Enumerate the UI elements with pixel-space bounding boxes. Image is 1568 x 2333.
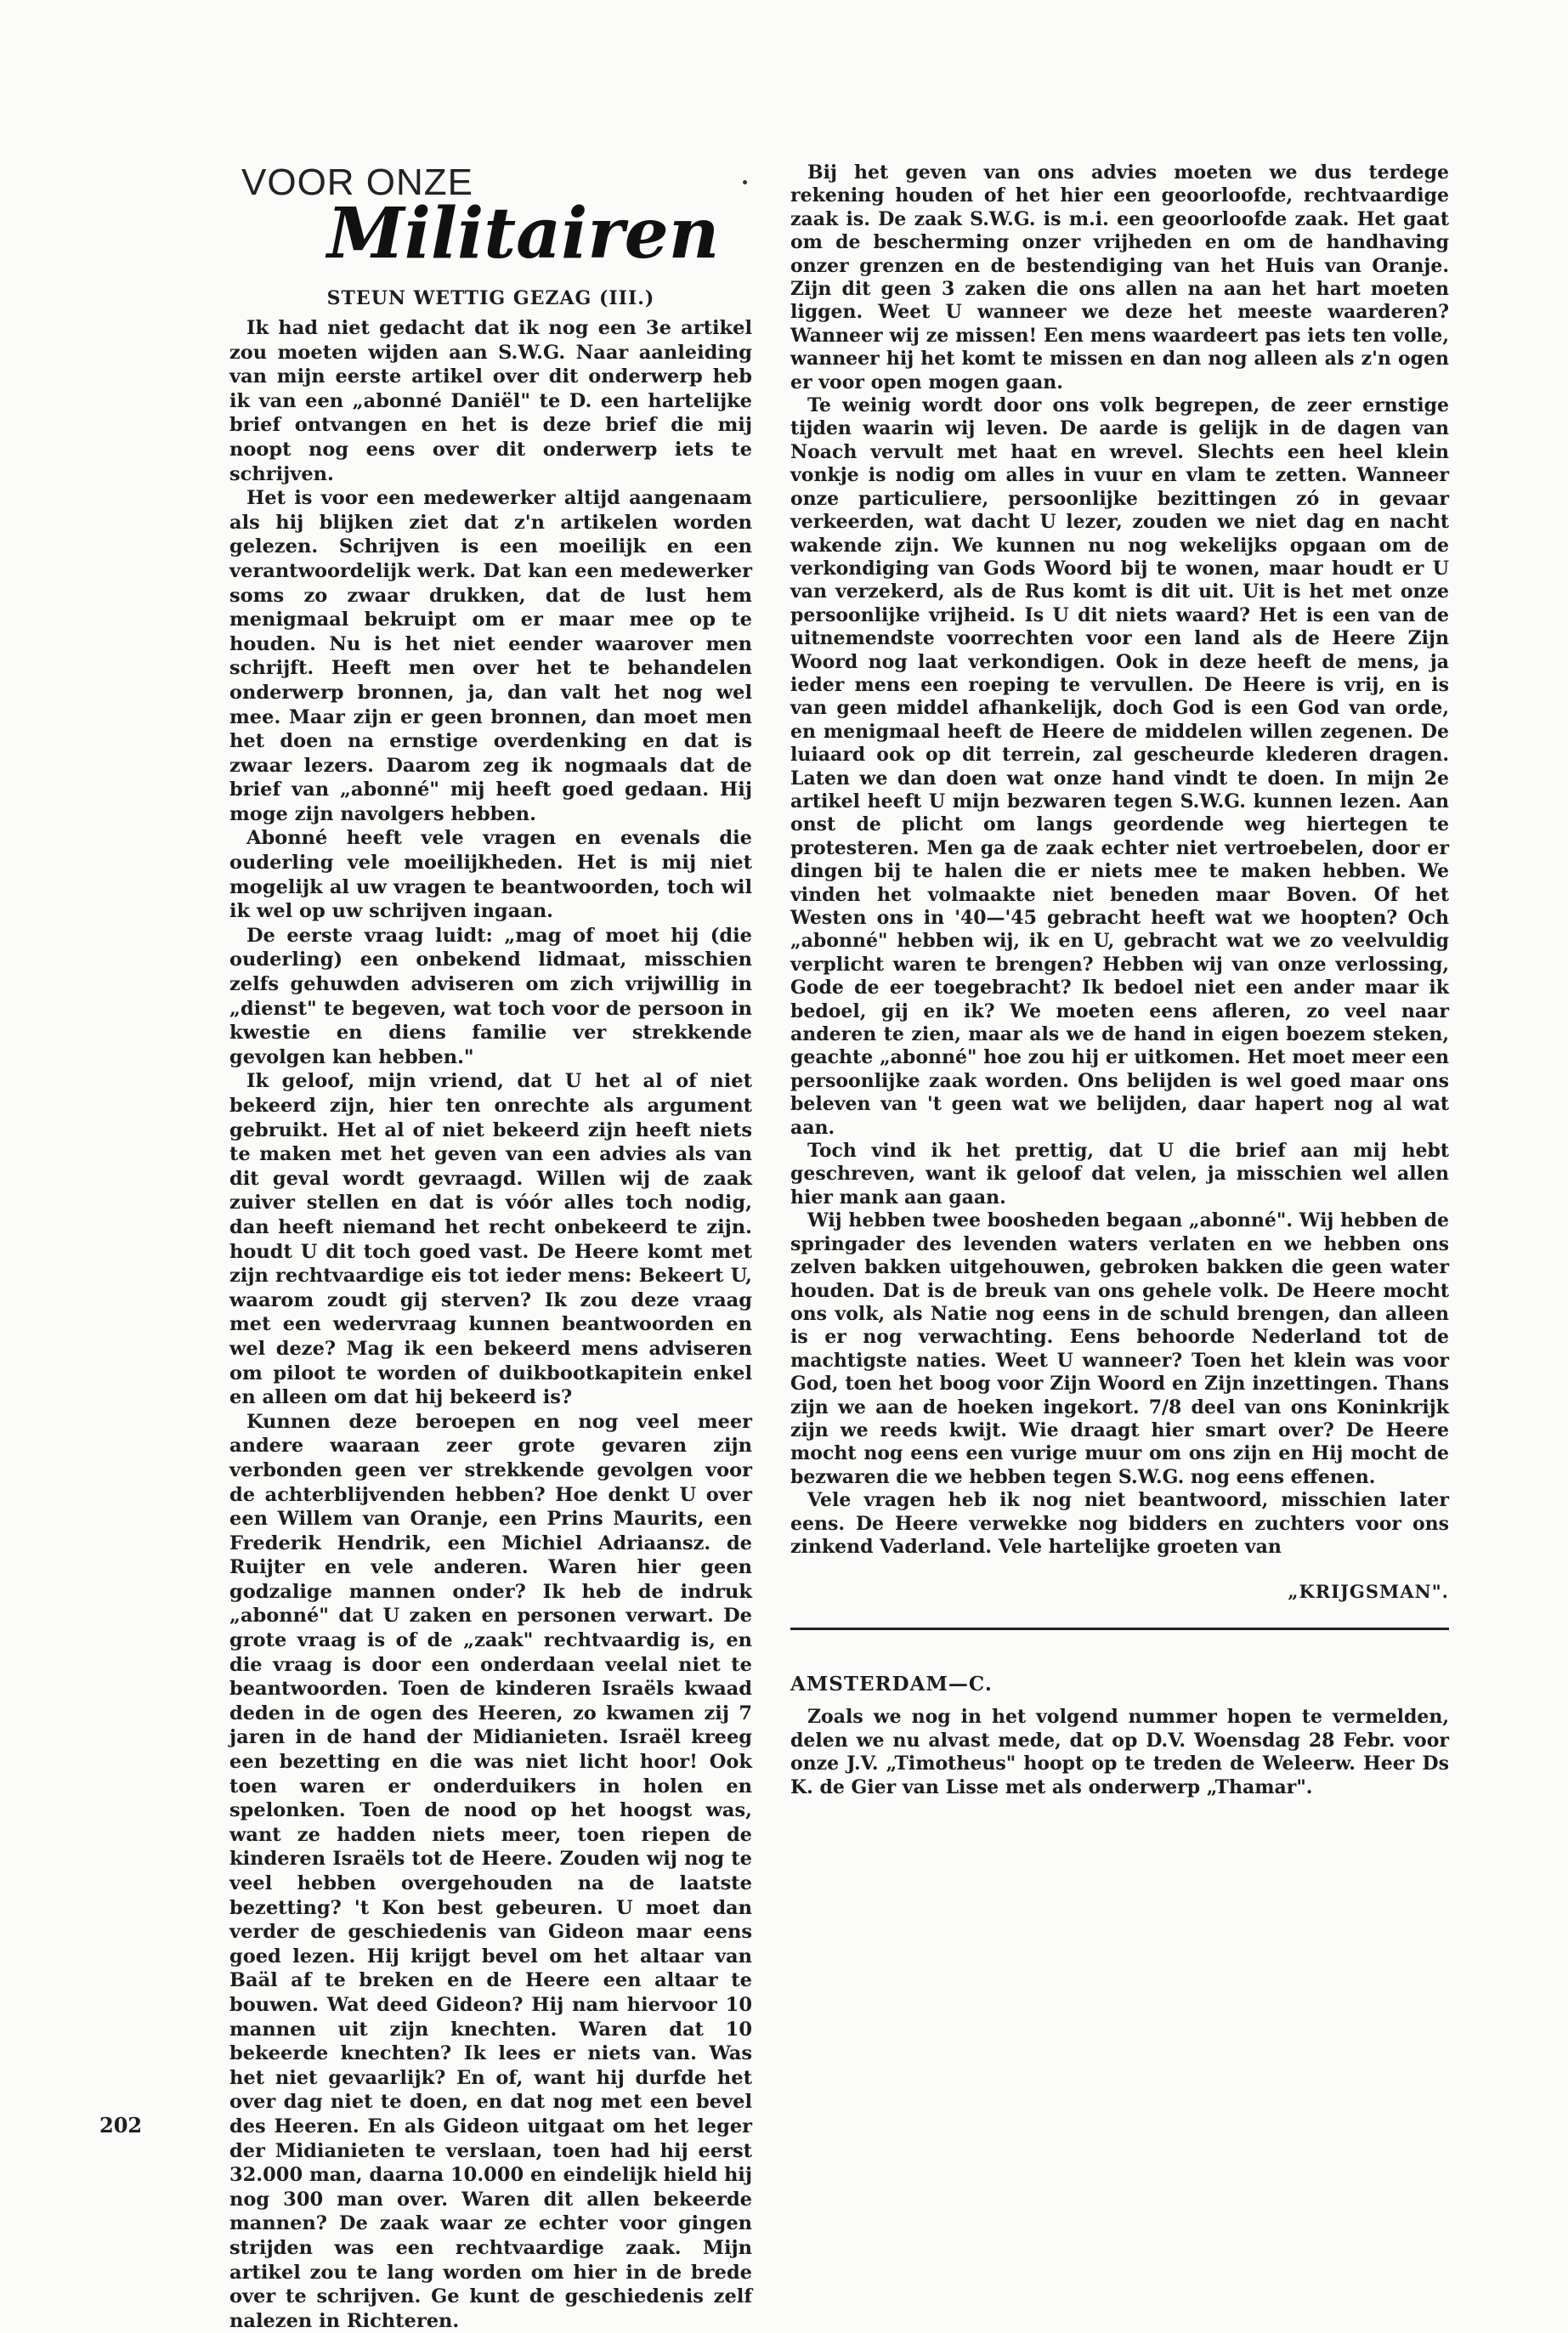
paragraph: Abonné heeft vele vragen en evenals die ouderling vele moeilijkheden. Het is mij niet mogelijk al uw vragen te beantwoorden, toch wil ik wel op uw schrijven ingaan. <box>229 827 752 923</box>
paragraph: Vele vragen heb ik nog niet beantwoord, misschien later eens. De Heere verwekke nog bidders en zuchters voor ons zinkend Vaderland. Vele hartelijke groeten van <box>790 1489 1449 1558</box>
paragraph: Kunnen deze beroepen en nog veel meer andere waaraan zeer grote gevaren zijn verbonden geen ver strekkende gevolgen voor de achterblijvenden hebben? Hoe denkt U over een Willem van Oranje, een Prins Maurits, een Frederik Hendrik, een Michiel Adriaansz. de Ruijter en vele anderen. Waren hier geen godzalige mannen onder? Ik heb de indruk „abonné" dat U zaken en personen verwart. De grote vraag is of de „zaak" rechtvaardig is, en die vraag is door een onderdaan veelal niet te beantwoorden. Toen de kinderen Israëls kwaad deden in de ogen des Heeren, zo kwamen zij 7 jaren in de hand der Midianieten. Israël kreeg een bezetting en die was niet licht hoor! Ook toen waren er onderduikers in holen en spelonken. Toen de nood op het hoogst was, want ze hadden niets meer, toen riepen de kinderen Israëls tot de Heere. Zouden wij nog te veel hebben overgehouden na de laatste bezetting? 't Kon best gebeuren. U moet dan verder de geschiedenis van Gideon maar eens goed lezen. Hij krijgt bevel om het altaar van Baäl af te breken en de Heere een altaar te bouwen. Wat deed Gideon? Hij nam hiervoor 10 mannen uit zijn knechten. Waren dat 10 bekeerde knechten? Ik lees er niets van. Was het niet gevaarlijk? En of, want hij durfde het over dag niet te doen, en dat nog met een bevel des Heeren. En als Gideon uitgaat om het leger der Midianieten te verslaan, toen had hij eerst 32.000 man, daarna 10.000 en eindelijk hield hij nog 300 man over. Waren dit allen bekeerde mannen? De zaak waar ze echter voor gingen strijden was een rechtvaardige zaak. Mijn artikel zou te lang worden om hier in de brede over te schrijven. Ge kunt de geschiedenis zelf nalezen in Richteren. <box>229 1410 752 2332</box>
notice-text: Zoals we nog in het volgend nummer hopen te vermelden, delen we nu alvast mede, dat op D.V. Woensdag 28 Febr. voor onze J.V. „Timotheus" hoopt op te treden de Weleerw. Heer Ds K. de Gier van Lisse met als onderwerp „Thamar". <box>790 1706 1449 1798</box>
paragraph: Ik had niet gedacht dat ik nog een 3e artikel zou moeten wijden aan S.W.G. Naar aanleiding van mijn eerste artikel over dit onderwerp heb ik van een „abonné Daniël" te D. een hartelijke brief ontvangen en het is deze brief die mij noopt nog eens over dit onderwerp iets te schrijven. <box>229 317 752 485</box>
notice-title: AMSTERDAM—C. <box>790 1673 993 1696</box>
paragraph: Toch vind ik het prettig, dat U die brief aan mij hebt geschreven, want ik geloof dat velen, ja misschien wel allen hier mank aan gaan. <box>790 1140 1449 1209</box>
heading-voor-onze: VOOR ONZE <box>241 161 474 203</box>
paragraph: Wij hebben twee boosheden begaan „abonné". Wij hebben de springader des levenden waters verlaten en we hebben ons zelven bakken uitgehouwen, gebroken bakken die geen water houden. Dat is de breuk van ons gehele volk. De Heere mocht ons volk, als Natie nog eens in de schuld brengen, dan alleen is er nog verwachting. Eens behoorde Nederland tot de machtigste naties. Weet U wanneer? Toen het klein was voor God, toen het boog voor Zijn Woord en Zijn inzettingen. Thans zijn we aan de hoeken ingekort. 7/8 deel van ons Koninkrijk zijn we reeds kwijt. Wie draagt hier smart over? De Heere mocht nog eens een vurige muur om ons zijn en Hij mocht de bezwaren die we hebben tegen S.W.G. nog eens effenen. <box>790 1209 1449 1488</box>
section-title: STEUN WETTIG GEZAG (III.) <box>326 287 655 309</box>
paragraph: Het is voor een medewerker altijd aangenaam als hij blijken ziet dat z'n artikelen worden gelezen. Schrijven is een moeilijk en een verantwoordelijk werk. Dat kan een medewerker soms zo zwaar drukken, dat de lust hem menigmaal bekruipt om er maar mee op te houden. Nu is het niet eender waarover men schrijft. Heeft men over het te behandelen onderwerp bronnen, ja, dan valt het nog wel mee. Maar zijn er geen bronnen, dan moet men het doen na ernstige overdenking en dat is zwaar lezers. Daarom zeg ik nogmaals dat de brief van „abonné" mij heeft goed gedaan. Hij moge zijn navolgers hebben. <box>229 487 752 825</box>
paragraph: Te weinig wordt door ons volk begrepen, de zeer ernstige tijden waarin wij leven. De aarde is gelijk in de dagen van Noach vervult met haat en wrevel. Slechts een heel klein vonkje is nodig om alles in vuur en vlam te zetten. Wanneer onze particuliere, persoonlijke bezittingen zó in gevaar verkeerden, wat dacht U lezer, zouden we niet dag en nacht wakende zijn. We kunnen nu nog wekelijks opgaan om de verkondiging van Gods Woord bij te wonen, maar houdt er U van verzekerd, als de Rus komt is dit uit. Uit is het met onze persoonlijke vrijheid. Is U dit niets waard? Het is een van de uitnemendste voorrechten voor een land als de Heere Zijn Woord nog laat verkondigen. Ook in deze heeft de mens, ja ieder mens een roeping te vervullen. De Heere is vrij, en is van geen middel afhankelijk, doch God is een God van orde, en menigmaal heeft de Heere de middelen willen zegenen. De luiaard ook op dit terrein, zal gescheurde klederen dragen. Laten we dan doen wat onze hand vindt te doen. In mijn 2e artikel heeft U mijn bezwaren tegen S.W.G. kunnen lezen. Aan onst de plicht om langs geordende weg hiertegen te protesteren. Men ga de zaak echter niet vertroebelen, door er dingen bij te halen die er niets mee te maken hebben. We vinden het volmaakte niet beneden maar Boven. Of het Westen ons in '40—'45 gebracht heeft wat we hoopten? Och „abonné" hebben wij, ik en U, gebracht wat we zo veelvuldig verplicht waren te brengen? Hebben wij van onze verlossing, Gode de eer toegebracht? Ik bedoel niet een ander maar ik bedoel, gij en ik? We moeten eens afleren, zo veel naar anderen te zien, maar als we de hand in eigen boezem steken, geachte „abonné" hoe zou hij er uitkomen. Het moet meer een persoonlijke zaak worden. Ons belijden is wel goed maar ons beleven van 't geen wat we belijden, daar hapert nog al wat aan. <box>790 394 1449 1139</box>
paragraph: De eerste vraag luidt: „mag of moet hij (die ouderling) een onbekend lidmaat, misschien zelfs gehuwden adviseren om zich vrijwillig in „dienst" te begeven, wat toch voor de persoon in kwestie en diens familie ver strekkende gevolgen kan hebben." <box>229 924 752 1068</box>
divider <box>790 1628 1449 1630</box>
paragraph: Ik geloof, mijn vriend, dat U het al of niet bekeerd zijn, hier ten onrechte als argument gebruikt. Het al of niet bekeerd zijn heeft niets te maken met het geven van een advies als van dit geval wordt gevraagd. Willen wij de zaak zuiver stellen en dat is vóór alles toch nodig, dan heeft niemand het recht onbekeerd te zijn. houdt U dit toch goed vast. De Heere komt met zijn rechtvaardige eis tot ieder mens: Bekeert U, waarom zoudt gij sterven? Ik zou deze vraag met een wedervraag kunnen beantwoorden en wel deze? Mag ik een bekeerd mens adviseren om piloot te worden of duikbootkapitein enkel en alleen om dat hij bekeerd is? <box>229 1070 752 1409</box>
signature: „KRIJGSMAN". <box>1288 1581 1449 1603</box>
right-column <box>790 161 1449 1799</box>
page-number: 202 <box>99 2113 143 2138</box>
heading-militairen: Militairen <box>327 193 720 275</box>
paragraph: Bij het geven van ons advies moeten we dus terdege rekening houden of het hier een geoorloofde, rechtvaardige zaak is. De zaak S.W.G. is m.i. een geoorloofde zaak. Het gaat om de bescherming onzer vrijheden en om de handhaving onzer grenzen en de bestendiging van het Huis van Oranje. Zijn dit geen 3 zaken die ons allen na aan het hart moeten liggen. Weet U wanneer we deze het meeste waarderen? Wanneer wij ze missen! Een mens waardeert pas iets ten volle, wanneer hij het komt te missen en dan nog alleen als z'n ogen er voor open mogen gaan. <box>790 161 1449 394</box>
left-column <box>229 161 752 2333</box>
